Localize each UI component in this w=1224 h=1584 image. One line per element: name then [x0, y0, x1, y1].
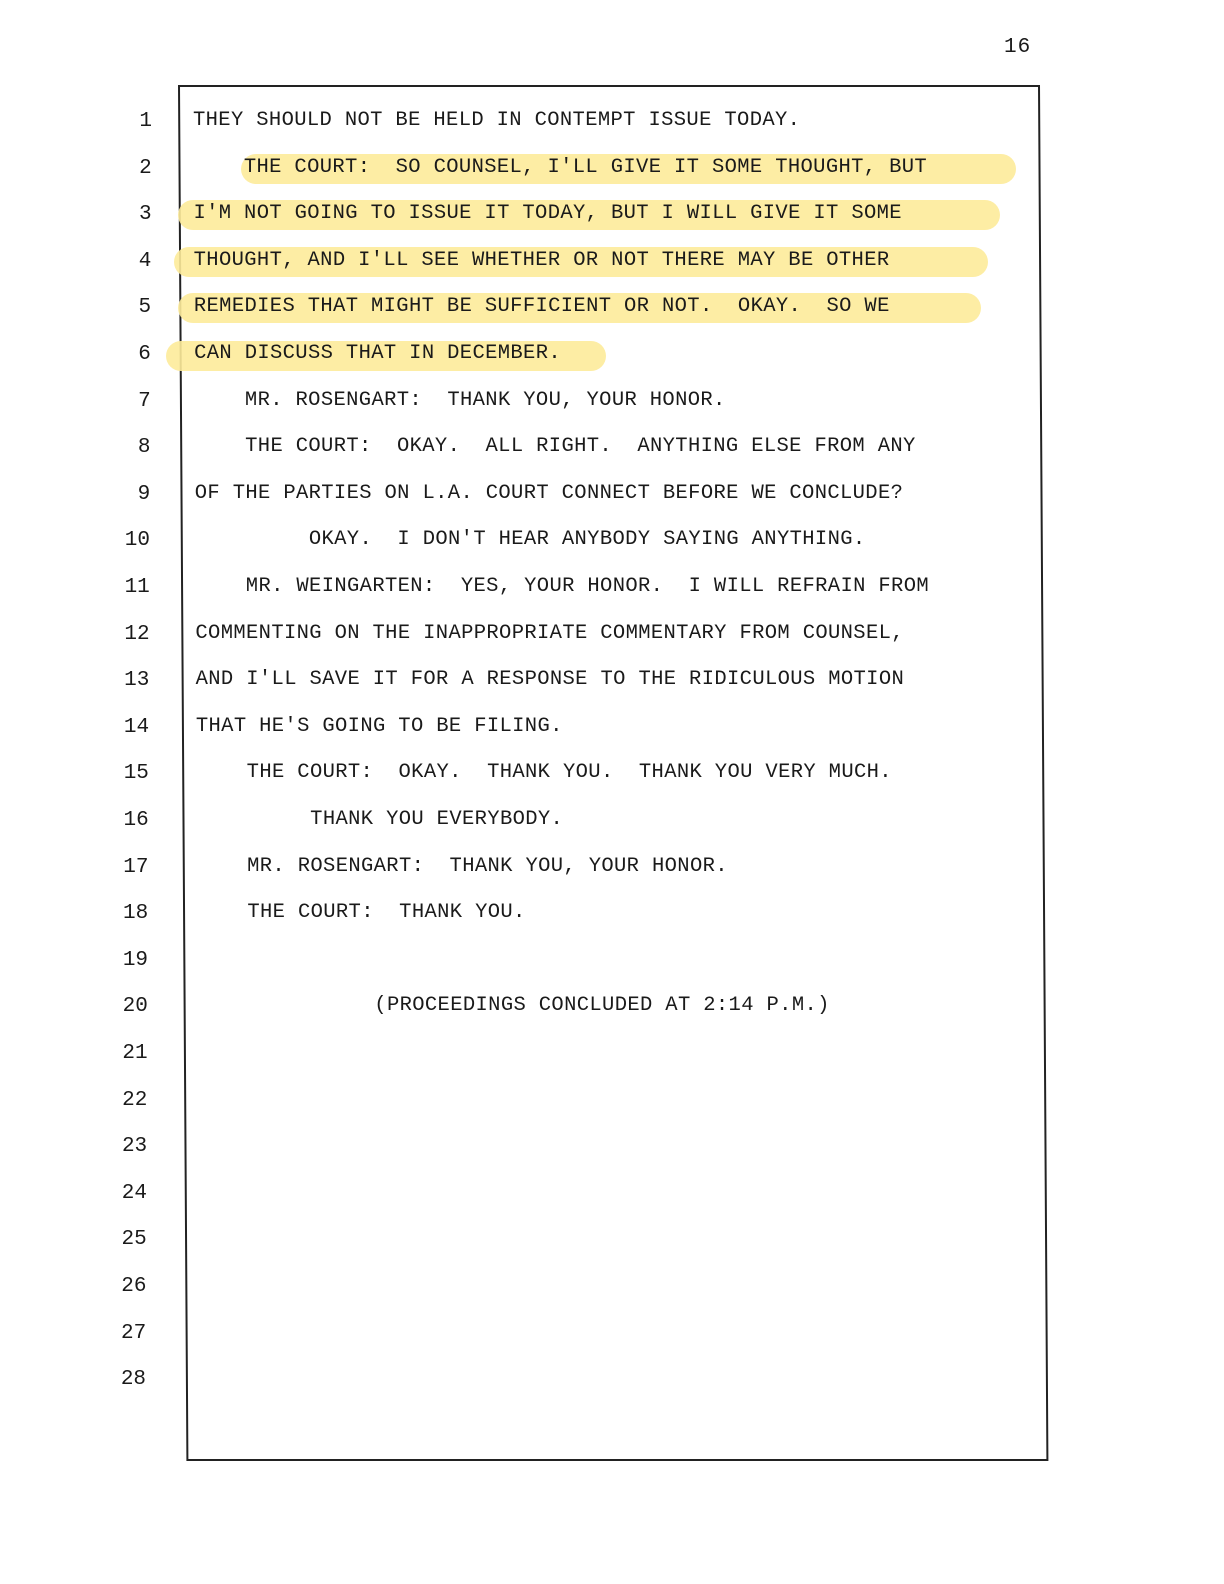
transcript-line: THE COURT: OKAY. ALL RIGHT. ANYTHING ELSE FROM ANY: [194, 435, 916, 459]
transcript-line: THOUGHT, AND I'LL SEE WHETHER OR NOT THERE MAY BE OTHER: [193, 248, 890, 272]
line-number: 3: [138, 203, 152, 227]
transcript-line: CAN DISCUSS THAT IN DECEMBER.: [194, 342, 562, 365]
line-number: 24: [121, 1181, 147, 1205]
line-number: 28: [120, 1368, 147, 1392]
line-number: 5: [138, 296, 152, 320]
line-number: 25: [121, 1228, 147, 1252]
line-number: 21: [122, 1042, 148, 1065]
transcript-line: THEY SHOULD NOT BE HELD IN CONTEMPT ISSUE TODAY.: [193, 109, 801, 132]
line-number: 4: [138, 249, 152, 273]
transcript-line: MR. ROSENGART: THANK YOU, YOUR HONOR.: [194, 388, 726, 412]
transcript-line: OKAY. I DON'T HEAR ANYBODY SAYING ANYTHING.: [194, 528, 866, 552]
line-number: 7: [138, 389, 151, 413]
line-number: 19: [122, 948, 149, 972]
line-number: 18: [123, 902, 149, 926]
transcript-line: AND I'LL SAVE IT FOR A RESPONSE TO THE RIDICULOUS MOTION: [195, 668, 905, 692]
transcript-line: THE COURT: THANK YOU.: [196, 901, 526, 925]
line-number: 8: [137, 436, 151, 460]
line-number: 16: [123, 809, 149, 832]
line-number: 10: [124, 529, 151, 553]
transcript-line: MR. ROSENGART: THANK YOU, YOUR HONOR.: [196, 854, 728, 878]
line-number: 13: [124, 669, 150, 693]
line-number: 27: [121, 1321, 147, 1345]
line-number: 17: [123, 855, 149, 879]
transcript-line: THE COURT: OKAY. THANK YOU. THANK YOU VERY MUCH.: [196, 761, 892, 785]
transcript-line: THANK YOU EVERYBODY.: [196, 808, 564, 831]
transcript-line: OF THE PARTIES ON L.A. COURT CONNECT BEFORE WE CONCLUDE?: [194, 481, 904, 505]
line-number: 6: [138, 343, 151, 366]
line-number: 14: [123, 715, 150, 739]
line-number: 1: [139, 110, 152, 133]
line-number: 9: [137, 482, 151, 506]
transcript-line: MR. WEINGARTEN: YES, YOUR HONOR. I WILL REFRAIN FROM: [195, 575, 930, 598]
line-number: 11: [124, 576, 150, 599]
transcript-line: I'M NOT GOING TO ISSUE IT TODAY, BUT I WILL GIVE IT SOME: [193, 202, 902, 226]
transcript-line: COMMENTING ON THE INAPPROPRIATE COMMENTARY FROM COUNSEL,: [195, 621, 904, 645]
line-number: 15: [123, 762, 149, 786]
line-number: 2: [139, 156, 152, 180]
transcript-line: REMEDIES THAT MIGHT BE SUFFICIENT OR NOT. OKAY. SO WE: [193, 295, 890, 319]
line-number: 12: [124, 622, 150, 646]
line-number: 22: [122, 1088, 148, 1112]
transcript-line: THAT HE'S GOING TO BE FILING.: [195, 714, 563, 738]
transcript-line: (PROCEEDINGS CONCLUDED AT 2:14 P.M.): [197, 994, 830, 1018]
transcript-line: THE COURT: SO COUNSEL, I'LL GIVE IT SOME THOUGHT, BUT: [193, 155, 928, 179]
line-number: 26: [121, 1275, 147, 1298]
page-number: 16: [1004, 36, 1032, 59]
line-number: 23: [121, 1135, 148, 1159]
line-number: 20: [122, 995, 148, 1019]
